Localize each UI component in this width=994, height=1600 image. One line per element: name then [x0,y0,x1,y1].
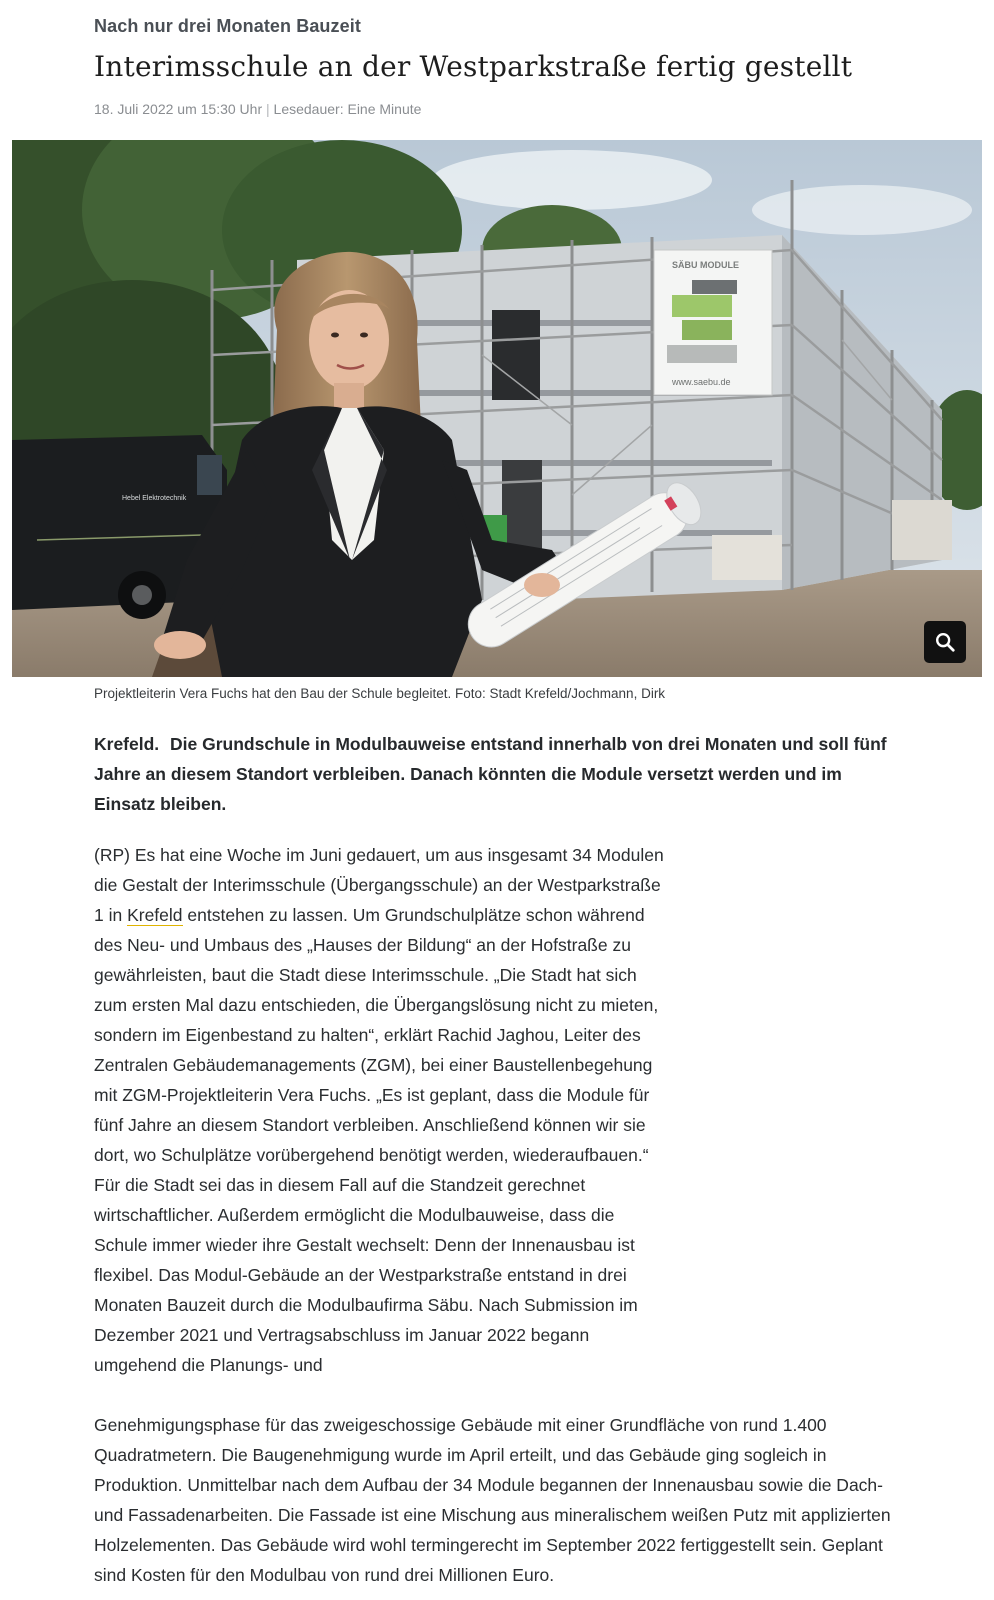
banner-brand: SÄBU MODULE [672,260,739,270]
body-text-segment: (RP) Es hat eine Woche im Juni gedauert, um aus insgesamt 34 Modulen die Gestalt der Interimsschule (Übergangsschule) an der Westparkstraße 1 in [94,845,664,925]
body-text-segment: entstehen zu lassen. Um Grundschulplätze schon während des Neu- und Umbaus des „Hauses der Bildung“ an der Hofstraße zu gewährleisten, baut die Stadt diese Interimsschule. „Die Stadt hat sich zum ersten Mal dazu entschieden, die Übergangslösung nicht zu mieten, sondern im Eigenbestand zu halten“, erklärt Rachid Jaghou, Leiter des Zentralen Gebäudemanagements (ZGM), bei einer Baustellenbegehung mit ZGM-Projektleiterin Vera Fuchs. „Es ist geplant, dass die Module für fünf Jahre an diesem Standort verbleiben. Anschließend können wir sie dort, wo Schulplätze vorübergehend benötigt werden, wiederaufbauen.“ Für die Stadt sei das in diesem Fall auf die Standzeit gerechnet wirtschaftlicher. Außerdem ermöglicht die Modulbauweise, dass die Schule immer wieder ihre Gestalt wechselt: Denn der Innenausbau ist flexibel. Das Modul-Gebäude an der Westparkstraße entstand in drei Monaten Bauzeit durch die Modulbaufirma Säbu. Nach Submission im Dezember 2021 und Vertragsabschluss im Januar 2022 begann umgehend die Planungs- und [94,905,659,1375]
article-lead [94,729,894,819]
zoom-button[interactable] [924,621,966,663]
lead-dateline: Krefeld. [94,734,160,754]
hero-photo-illustration [12,140,982,677]
lead-text: Die Grundschule in Modulbauweise entstand innerhalb von drei Monaten und soll fünf Jahre an diesem Standort verbleiben. Danach könnten die Module versetzt werden und im Einsatz bleiben. [94,734,887,814]
search-icon [934,631,956,653]
hero-image[interactable] [12,140,982,677]
article-headline: Interimsschule an der Westparkstraße fertig gestellt [94,50,853,83]
krefeld-link[interactable]: Krefeld [127,905,183,925]
article-kicker: Nach nur drei Monaten Bauzeit [94,16,361,36]
van-lettering: Hebel Elektrotechnik [122,495,187,502]
body-paragraph-1 [94,840,664,1380]
banner-url: www.saebu.de [672,377,731,387]
publish-date: 18. Juli 2022 um 15:30 Uhr [94,101,263,117]
body-paragraph-2: Genehmigungsphase für das zweigeschossige Gebäude mit einer Grundfläche von rund 1.400 Quadratmetern. Die Baugenehmigung wurde im April erteilt, und das Gebäude ging sogleich in Produktion. Unmittelbar nach dem Aufbau der 34 Module begannen der Innenausbau sowie die Dach- und Fassadenarbeiten. Die Fassade ist eine Mischung aus mineralischem weißen Putz mit applizierten Holzelementen. Das Gebäude wird wohl termingerecht im September 2022 fertiggestellt sein. Geplant sind Kosten für den Modulbau von rund drei Millionen Euro. [94,1415,891,1585]
image-caption: Projektleiterin Vera Fuchs hat den Bau der Schule begleitet. Foto: Stadt Krefeld/Jochmann, Dirk [94,686,666,701]
meta-separator: | [266,101,270,117]
reading-time: Lesedauer: Eine Minute [273,101,422,117]
article-meta [94,101,421,117]
